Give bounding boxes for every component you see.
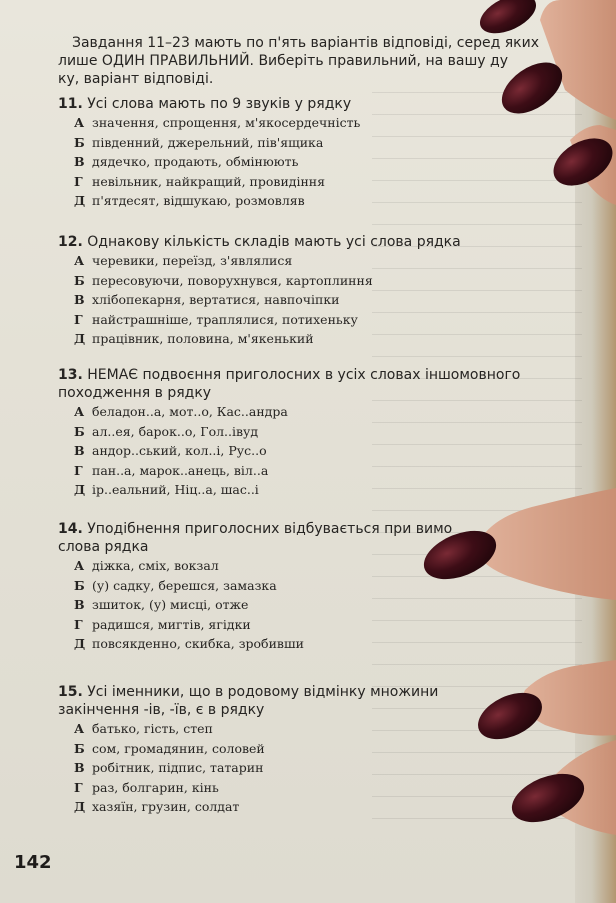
option-text: черевики, переїзд, з'являлися (92, 253, 293, 268)
option-letter: Д (74, 193, 86, 208)
question-text-continued: походження в рядку (58, 385, 212, 401)
question-number: 12. (58, 234, 83, 250)
option-text: повсякденно, скибка, зробивши (92, 636, 304, 651)
option-text: хлібопекарня, вертатися, навпочіпки (92, 292, 340, 307)
option-text: діжка, сміх, вокзал (92, 558, 219, 573)
question-text: Однакову кількість складів мають усі слова рядка (87, 234, 461, 250)
option-letter: Г (74, 173, 83, 189)
question-text: Усі іменники, що в родовому відмінку множини (87, 684, 439, 700)
instructions-line-1: Завдання 11–23 мають по п'ять варіантів відповіді, серед яких (72, 35, 539, 51)
option-text: хазяїн, грузин, солдат (92, 799, 240, 814)
option-text: найстрашніше, траплялися, потихеньку (92, 311, 358, 327)
option-text: невільник, найкращий, провидіння (92, 173, 326, 189)
option-letter: А (74, 253, 85, 268)
option-text: пересовуючи, поворухнувся, картоплиння (92, 272, 373, 288)
option-letter: Г (74, 462, 83, 478)
question-text: Усі слова мають по 9 звуків у рядку (87, 96, 352, 112)
option-text: радишся, мигтів, ягідки (92, 616, 251, 632)
option-letter: Г (74, 779, 83, 795)
question-number: 11. (58, 96, 83, 112)
option-letter: Б (74, 740, 85, 756)
question-number: 14. (58, 521, 83, 537)
option-text: сом, громадянин, соловей (92, 740, 265, 756)
option-letter: Г (74, 311, 83, 327)
option-text: працівник, половина, м'якенький (92, 331, 314, 346)
question-text: НЕМАЄ подвоєння приголосних в усіх словах іншомовного (87, 367, 521, 383)
option-text: дядечко, продають, обмінюють (92, 154, 299, 169)
page-number: 142 (14, 852, 52, 873)
option-letter: А (74, 115, 85, 130)
option-text: п'ятдесят, відшукаю, розмовляв (92, 193, 305, 208)
option-letter: Б (74, 134, 85, 150)
option-text: пан..а, марок..анець, віл..а (92, 462, 269, 478)
finger-3 (478, 488, 616, 600)
option-letter: Д (74, 331, 86, 346)
option-text: південний, джерельний, пів'ящика (92, 134, 324, 150)
option-text: ір..еальний, Ніц..а, шас..і (92, 482, 259, 497)
nail-icon (474, 0, 542, 41)
option-text: ал..ея, барок..о, Гол..івуд (92, 423, 259, 439)
option-text: батько, гість, степ (92, 721, 213, 736)
option-letter: В (74, 292, 85, 307)
option-letter: Д (74, 799, 86, 814)
option-text: андор..ський, кол..і, Рус..о (92, 443, 267, 458)
finger-1 (540, 0, 616, 120)
option-letter: Д (74, 482, 86, 497)
option-letter: Б (74, 272, 85, 288)
option-letter: Б (74, 423, 85, 439)
option-text: (у) садку, берешся, замазка (92, 577, 277, 593)
instructions-line-2: лише ОДИН ПРАВИЛЬНИЙ. Виберіть правильний, на вашу ду (58, 53, 508, 69)
option-letter: А (74, 404, 85, 419)
option-letter: В (74, 597, 85, 612)
option-text: значення, спрощення, м'якосердечність (92, 115, 361, 130)
option-letter: В (74, 154, 85, 169)
option-letter: Г (74, 616, 83, 632)
option-text: робітник, підпис, татарин (92, 760, 264, 775)
option-letter: А (74, 558, 85, 573)
option-letter: Б (74, 577, 85, 593)
question-number: 15. (58, 684, 83, 700)
option-letter: В (74, 760, 85, 775)
option-text: раз, болгарин, кінь (92, 779, 219, 795)
option-letter: Д (74, 636, 86, 651)
question-number: 13. (58, 367, 83, 383)
option-letter: В (74, 443, 85, 458)
question-text: Уподібнення приголосних відбувається при вимо (87, 521, 453, 537)
instructions-line-3: ку, варіант відповіді. (58, 71, 214, 87)
question-text-continued: закінчення -ів, -їв, є в рядку (58, 702, 265, 718)
option-text: зшиток, (у) мисці, отже (92, 597, 249, 612)
option-letter: А (74, 721, 85, 736)
question-text-continued: слова рядка (58, 539, 149, 555)
option-text: беладон..а, мот..о, Кас..андра (92, 404, 288, 419)
